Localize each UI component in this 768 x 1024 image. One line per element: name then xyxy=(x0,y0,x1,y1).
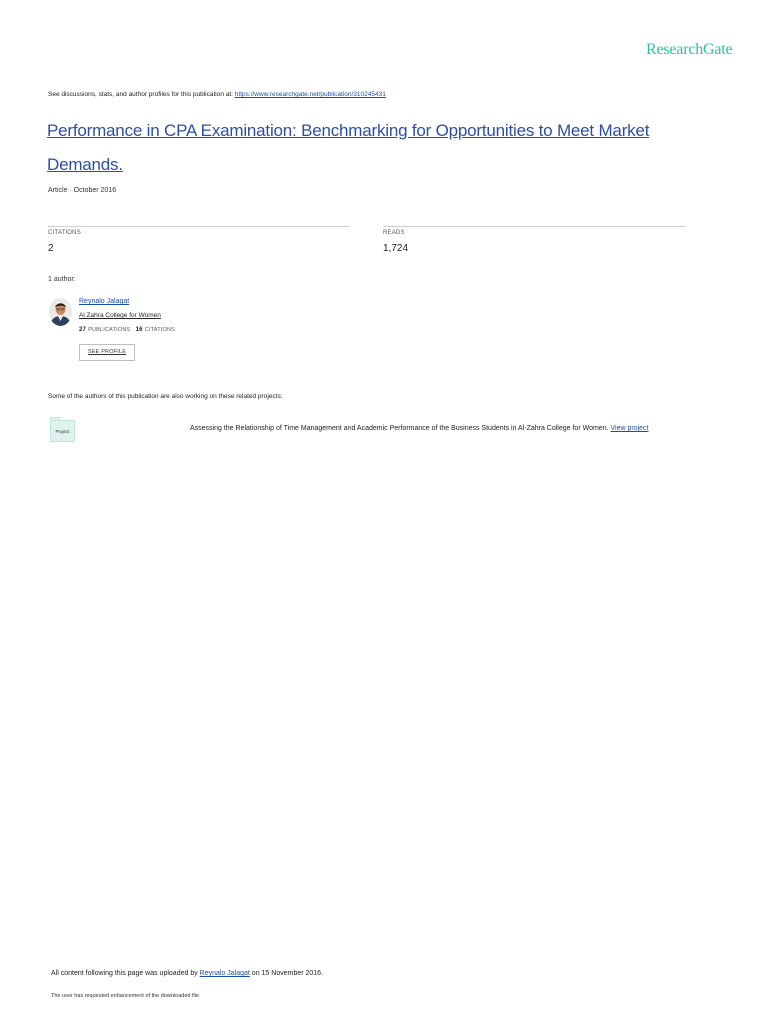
author-name-link[interactable]: Reynalo Jalagat xyxy=(79,298,130,305)
author-stats xyxy=(79,327,175,333)
enhancement-note: The user has requested enhancement of the downloaded file. xyxy=(51,993,201,999)
publications-label: PUBLICATIONS xyxy=(88,327,131,333)
citations-label: CITATIONS xyxy=(48,230,81,236)
publications-count: 27 xyxy=(79,327,87,333)
researchgate-logo: ResearchGate xyxy=(646,41,733,58)
publication-meta: Article · October 2016 xyxy=(48,187,117,194)
publication-title[interactable]: Performance in CPA Examination: Benchmarking for Opportunities to Meet Market Demands. xyxy=(47,121,650,174)
project-description: Assessing the Relationship of Time Management and Academic Performance of the Business Students in Al-Zahra College for Women. xyxy=(190,425,611,432)
publication-url-link[interactable]: https://www.researchgate.net/publication/310245431 xyxy=(234,91,386,98)
author-citations-label: CITATIONS xyxy=(144,327,176,333)
see-profile-button[interactable] xyxy=(79,344,135,361)
related-projects-heading: Some of the authors of this publication are also working on these related projects: xyxy=(48,393,283,400)
author-citations-count: 16 xyxy=(135,327,143,333)
upload-prefix: All content following this page was uploaded by xyxy=(51,970,200,977)
discussion-line xyxy=(48,91,386,98)
project-folder-icon[interactable] xyxy=(50,420,75,442)
discussion-prefix: See discussions, stats, and author profiles for this publication at: xyxy=(48,91,235,98)
author-avatar[interactable] xyxy=(49,298,72,326)
upload-note xyxy=(51,970,323,977)
reads-value: 1,724 xyxy=(383,243,409,254)
authors-heading: 1 author: xyxy=(48,276,76,283)
uploader-link[interactable]: Reynalo Jalagat xyxy=(199,970,250,977)
project-icon-label: Project xyxy=(55,428,70,434)
reads-divider xyxy=(383,226,686,227)
see-profile-label: SEE PROFILE xyxy=(87,349,127,355)
citations-divider xyxy=(48,226,350,227)
project-item xyxy=(190,425,649,432)
upload-date: on 15 November 2016. xyxy=(249,970,324,977)
author-institution-link[interactable]: Al Zahra College for Women xyxy=(79,312,161,319)
reads-label: READS xyxy=(383,230,405,236)
view-project-link[interactable]: View project xyxy=(610,425,649,432)
author-photo-icon xyxy=(49,298,72,326)
citations-value: 2 xyxy=(48,243,54,254)
